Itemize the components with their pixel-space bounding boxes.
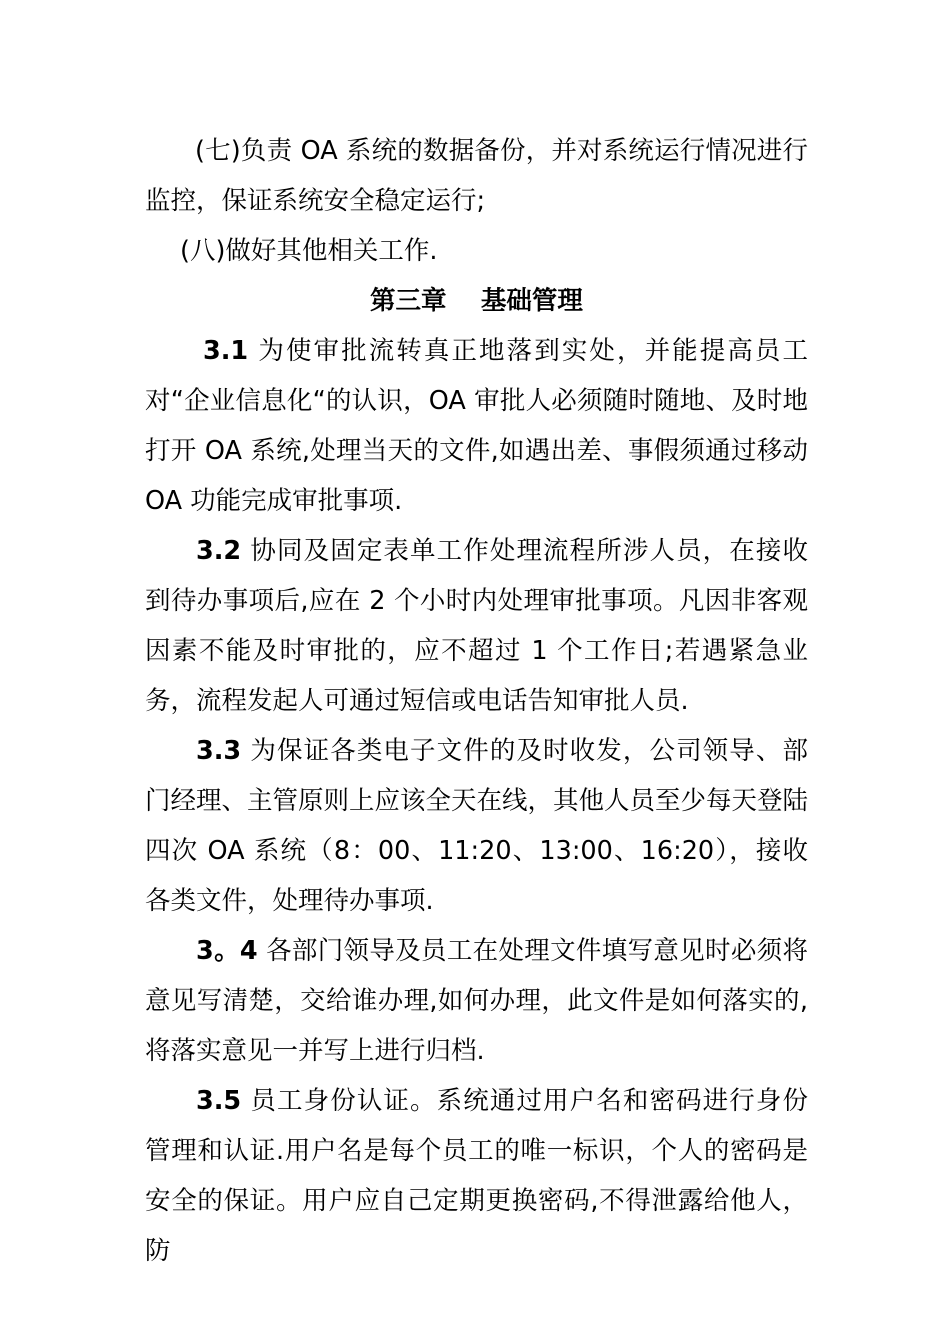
section-text: 为使审批流转真正地落到实处，并能提高员工对“企业信息化“的认识，OA 审批人必须随时随地、及时地打开 OA 系统,处理当天的文件,如遇出差、事假须通过移动 OA 功能完成审批事项. — [145, 336, 808, 516]
section-text: 员工身份认证。系统通过用户名和密码进行身份管理和认证.用户名是每个员工的唯一标识，个人的密码是安全的保证。用户应自己定期更换密码,不得泄露给他人，防 — [145, 1086, 808, 1266]
section-text: 为保证各类电子文件的及时收发，公司领导、部门经理、主管原则上应该全天在线，其他人员至少每天登陆四次 OA 系统（8：00、11:20、13:00、16:20），接收各类文件，处理待办事项. — [145, 736, 809, 916]
chapter-heading: 第三章 基础管理 — [370, 286, 583, 316]
paragraph-text: (八)做好其他相关工作. — [180, 236, 438, 266]
section-number: 3.3 — [196, 736, 242, 766]
section-3-3 — [145, 726, 808, 926]
section-number: 3.1 — [203, 336, 249, 366]
section-3-5 — [145, 1076, 808, 1276]
section-text: 各部门领导及员工在处理文件填写意见时必须将意见写清楚，交给谁办理,如何办理，此文件是如何落实的,将落实意见一并写上进行归档. — [145, 936, 808, 1066]
section-number: 3。4 — [196, 936, 258, 966]
paragraph-item-8 — [145, 226, 808, 276]
section-text: 协同及固定表单工作处理流程所涉人员，在接收到待办事项后,应在 2 个小时内处理审批事项。凡因非客观因素不能及时审批的，应不超过 1 个工作日;若遇紧急业务，流程发起人可通过短信或电话告知审批人员. — [145, 536, 808, 716]
section-number: 3.5 — [196, 1086, 242, 1116]
section-number: 3.2 — [196, 536, 242, 566]
section-3-2 — [145, 526, 808, 726]
section-3-1 — [145, 326, 808, 526]
paragraph-item-7 — [145, 126, 808, 226]
section-3-4 — [145, 926, 808, 1076]
paragraph-text: (七)负责 OA 系统的数据备份，并对系统运行情况进行监控，保证系统安全稳定运行; — [145, 136, 808, 216]
